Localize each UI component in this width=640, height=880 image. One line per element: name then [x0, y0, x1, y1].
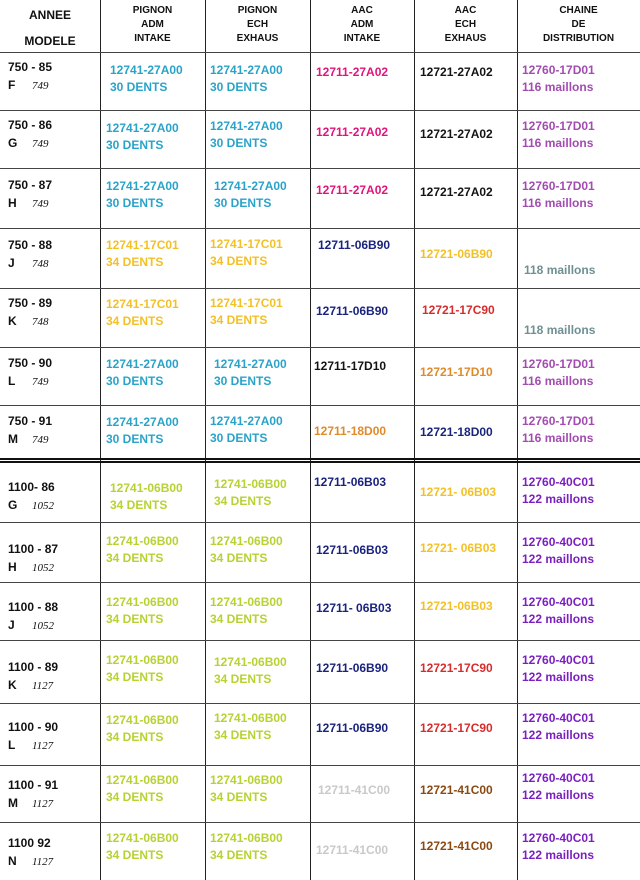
- link-count: 122 maillons: [522, 728, 595, 742]
- header-text: DE: [571, 19, 586, 30]
- part-number: 12741-06B00: [210, 534, 283, 548]
- chain-cell: [522, 178, 595, 212]
- model-year: 750 - 86: [8, 118, 53, 132]
- aac-adm-cell: [318, 782, 390, 799]
- part-number: 12741-27A00: [210, 414, 283, 428]
- part-number: 12721-18D00: [420, 425, 493, 439]
- pignon-ech-cell: [214, 654, 287, 688]
- teeth-count: 30 DENTS: [210, 431, 268, 445]
- part-number: 12741-06B00: [106, 595, 179, 609]
- part-number: 12741-06B00: [106, 534, 179, 548]
- chain-cell: [522, 474, 595, 508]
- pignon-ech-cell: [210, 413, 283, 447]
- link-count: 122 maillons: [522, 848, 595, 862]
- teeth-count: 34 DENTS: [210, 790, 268, 804]
- link-count: 116 maillons: [522, 374, 594, 388]
- aac-adm-cell: [316, 720, 388, 737]
- teeth-count: 30 DENTS: [106, 196, 164, 210]
- teeth-count: 30 DENTS: [214, 196, 272, 210]
- teeth-count: 34 DENTS: [106, 255, 164, 269]
- model-year: 1100 - 91: [8, 778, 59, 792]
- part-number: 12741-06B00: [210, 831, 283, 845]
- part-number: 12741-06B00: [106, 831, 179, 845]
- aac-ech-cell: [420, 64, 493, 81]
- header-aac-ech: [414, 4, 517, 46]
- chain-cell: [522, 594, 595, 628]
- chain-cell: [522, 710, 595, 744]
- header-aac-adm: [310, 4, 414, 46]
- row-divider: [0, 228, 640, 229]
- aac-adm-cell: [316, 64, 388, 81]
- link-count: 116 maillons: [522, 80, 594, 94]
- part-number: 12760-40C01: [522, 653, 595, 667]
- row-divider: [0, 765, 640, 766]
- pignon-ech-cell: [210, 772, 283, 806]
- column-divider: [100, 0, 101, 880]
- part-number: 12760-17D01: [522, 119, 595, 133]
- chain-cell: [524, 322, 595, 339]
- engine-code: 1127: [32, 680, 54, 692]
- row-divider: [0, 703, 640, 704]
- model-cell: [8, 236, 52, 273]
- part-number: 12741-06B00: [106, 773, 179, 787]
- aac-ech-cell: [420, 660, 493, 677]
- part-number: 12741-27A00: [214, 179, 287, 193]
- header-text: ECH: [246, 19, 269, 30]
- part-number: 12711-06B90: [316, 304, 389, 318]
- part-number: 12711-41C00: [316, 843, 389, 857]
- teeth-count: 34 DENTS: [106, 790, 164, 804]
- model-year: 1100 - 89: [8, 660, 59, 674]
- part-number: 12760-40C01: [522, 771, 595, 785]
- pignon-ech-cell: [210, 830, 283, 864]
- part-number: 12741-17C01: [210, 237, 283, 251]
- section-divider: [0, 458, 640, 463]
- pignon-adm-cell: [106, 830, 179, 864]
- header-chaine: [517, 4, 640, 46]
- teeth-count: 34 DENTS: [214, 672, 272, 686]
- model-letter: L: [8, 738, 16, 752]
- part-number: 12721-41C00: [420, 783, 493, 797]
- chain-cell: [522, 534, 595, 568]
- engine-code: 749: [32, 376, 49, 388]
- header-text: INTAKE: [134, 33, 171, 44]
- model-year: 750 - 87: [8, 178, 53, 192]
- aac-adm-cell: [316, 124, 388, 141]
- part-number: 12711-06B90: [316, 661, 389, 675]
- pignon-adm-cell: [106, 533, 179, 567]
- teeth-count: 34 DENTS: [106, 612, 164, 626]
- link-count: 122 maillons: [522, 788, 595, 802]
- header-annee-modele: [0, 6, 100, 50]
- engine-code: 749: [32, 434, 49, 446]
- row-divider: [0, 640, 640, 641]
- header-text: INTAKE: [343, 33, 381, 44]
- pignon-ech-cell: [214, 356, 287, 390]
- part-number: 12760-17D01: [522, 414, 595, 428]
- aac-adm-cell: [314, 474, 386, 491]
- chain-cell: [522, 356, 595, 390]
- part-number: 12711-06B90: [316, 721, 389, 735]
- engine-code: 748: [32, 316, 49, 328]
- part-number: 12741-06B00: [214, 711, 287, 725]
- aac-ech-cell: [420, 424, 493, 441]
- part-number: 12741-27A00: [210, 63, 283, 77]
- part-number: 12711- 06B03: [316, 601, 392, 615]
- pignon-ech-cell: [210, 62, 283, 96]
- header-text: PIGNON: [237, 5, 278, 16]
- part-number: 12741-06B00: [214, 655, 287, 669]
- engine-code: 1127: [32, 740, 54, 752]
- model-cell: [8, 718, 58, 755]
- model-year: 1100 - 87: [8, 542, 59, 556]
- part-number: 12741-27A00: [106, 121, 179, 135]
- row-divider: [0, 405, 640, 406]
- model-cell: [8, 58, 52, 95]
- pignon-adm-cell: [110, 62, 183, 96]
- pignon-adm-cell: [106, 652, 179, 686]
- engine-code: 749: [32, 80, 49, 92]
- column-divider: [310, 0, 311, 880]
- engine-code: 749: [32, 138, 49, 150]
- model-letter: H: [8, 560, 17, 574]
- part-number: 12741-06B00: [210, 773, 283, 787]
- header-text: CHAINE: [559, 5, 598, 16]
- model-cell: [8, 540, 58, 577]
- link-count: 116 maillons: [522, 196, 594, 210]
- chain-cell: [522, 830, 595, 864]
- model-cell: [8, 658, 58, 695]
- engine-code: 749: [32, 198, 49, 210]
- part-number: 12721-17C90: [422, 303, 495, 317]
- engine-code: 1052: [32, 562, 54, 574]
- model-letter: J: [8, 618, 15, 632]
- aac-ech-cell: [420, 540, 496, 557]
- header-text: AAC: [454, 5, 477, 16]
- pignon-adm-cell: [106, 120, 179, 154]
- pignon-adm-cell: [110, 480, 183, 514]
- engine-code: 1127: [32, 798, 54, 810]
- pignon-adm-cell: [106, 414, 179, 448]
- engine-code: 1127: [32, 856, 54, 868]
- row-divider: [0, 522, 640, 523]
- teeth-count: 34 DENTS: [210, 551, 268, 565]
- part-number: 12741-06B00: [106, 713, 179, 727]
- pignon-ech-cell: [210, 118, 283, 152]
- teeth-count: 30 DENTS: [110, 80, 168, 94]
- aac-adm-cell: [316, 542, 388, 559]
- row-divider: [0, 110, 640, 111]
- model-letter: K: [8, 678, 17, 692]
- part-number: 12721- 06B03: [420, 541, 497, 555]
- model-cell: [8, 354, 52, 391]
- chain-cell: [522, 413, 595, 447]
- teeth-count: 34 DENTS: [210, 848, 268, 862]
- aac-ech-cell: [420, 364, 493, 381]
- teeth-count: 30 DENTS: [106, 432, 164, 446]
- aac-ech-cell: [420, 720, 493, 737]
- chain-cell: [522, 770, 595, 804]
- aac-adm-cell: [316, 303, 388, 320]
- link-count: 118 maillons: [524, 263, 596, 277]
- aac-adm-cell: [314, 358, 386, 375]
- part-number: 12741-27A00: [210, 119, 283, 133]
- aac-adm-cell: [316, 182, 388, 199]
- aac-adm-cell: [314, 423, 386, 440]
- teeth-count: 34 DENTS: [214, 728, 272, 742]
- part-number: 12760-40C01: [522, 595, 595, 609]
- part-number: 12711-27A02: [316, 183, 389, 197]
- aac-adm-cell: [316, 842, 388, 859]
- part-number: 12721- 06B03: [420, 485, 497, 499]
- header-annee: ANNEE: [28, 8, 71, 22]
- column-divider: [205, 0, 206, 880]
- row-divider: [0, 288, 640, 289]
- model-cell: [8, 598, 58, 635]
- pignon-ech-cell: [210, 295, 283, 329]
- aac-ech-cell: [420, 838, 493, 855]
- aac-adm-cell: [316, 660, 388, 677]
- aac-adm-cell: [318, 237, 390, 254]
- part-number: 12760-17D01: [522, 357, 595, 371]
- aac-ech-cell: [420, 246, 493, 263]
- part-number: 12721-41C00: [420, 839, 493, 853]
- row-divider: [0, 822, 640, 823]
- part-number: 12760-17D01: [522, 179, 595, 193]
- header-modele: MODELE: [24, 34, 76, 48]
- pignon-ech-cell: [214, 476, 287, 510]
- part-number: 12711-06B90: [318, 238, 391, 252]
- teeth-count: 34 DENTS: [106, 670, 164, 684]
- row-divider: [0, 52, 640, 53]
- link-count: 116 maillons: [522, 136, 594, 150]
- model-letter: G: [8, 498, 18, 512]
- aac-ech-cell: [420, 598, 493, 615]
- model-year: 750 - 88: [8, 238, 53, 252]
- pignon-adm-cell: [106, 296, 179, 330]
- model-letter: K: [8, 314, 17, 328]
- model-year: 750 - 90: [8, 356, 53, 370]
- part-number: 12741-06B00: [214, 477, 287, 491]
- part-number: 12760-40C01: [522, 711, 595, 725]
- pignon-ech-cell: [214, 178, 287, 212]
- engine-code: 748: [32, 258, 49, 270]
- part-number: 12741-17C01: [210, 296, 283, 310]
- chain-cell: [522, 652, 595, 686]
- aac-ech-cell: [420, 484, 496, 501]
- part-number: 12711-18D00: [314, 424, 387, 438]
- model-letter: M: [8, 796, 18, 810]
- pignon-adm-cell: [106, 356, 179, 390]
- header-text: ADM: [350, 19, 374, 30]
- part-number: 12760-17D01: [522, 63, 595, 77]
- pignon-ech-cell: [210, 236, 283, 270]
- model-year: 1100- 86: [8, 480, 55, 494]
- model-cell: [8, 116, 52, 153]
- teeth-count: 30 DENTS: [106, 138, 164, 152]
- model-cell: [8, 834, 53, 871]
- header-text: ADM: [141, 19, 164, 30]
- aac-ech-cell: [422, 302, 495, 319]
- pignon-ech-cell: [210, 594, 283, 628]
- part-number: 12721-17C90: [420, 661, 493, 675]
- part-number: 12741-27A00: [106, 415, 179, 429]
- model-cell: [8, 478, 55, 515]
- part-number: 12760-40C01: [522, 475, 595, 489]
- part-number: 12711-06B03: [316, 543, 389, 557]
- part-number: 12711-27A02: [316, 125, 389, 139]
- header-text: EXHAUS: [236, 33, 279, 44]
- aac-ech-cell: [420, 184, 493, 201]
- part-number: 12721-06B03: [420, 599, 493, 613]
- model-letter: J: [8, 256, 15, 270]
- pignon-ech-cell: [214, 710, 287, 744]
- teeth-count: 34 DENTS: [210, 612, 268, 626]
- pignon-ech-cell: [210, 533, 283, 567]
- model-letter: G: [8, 136, 18, 150]
- teeth-count: 30 DENTS: [210, 80, 268, 94]
- header-pignon-ech: [205, 4, 310, 46]
- row-divider: [0, 347, 640, 348]
- pignon-adm-cell: [106, 237, 179, 271]
- aac-ech-cell: [420, 782, 493, 799]
- model-letter: H: [8, 196, 17, 210]
- model-year: 750 - 89: [8, 296, 53, 310]
- part-number: 12760-40C01: [522, 831, 595, 845]
- engine-code: 1052: [32, 500, 54, 512]
- pignon-adm-cell: [106, 772, 179, 806]
- teeth-count: 34 DENTS: [106, 848, 164, 862]
- row-divider: [0, 168, 640, 169]
- teeth-count: 34 DENTS: [106, 730, 164, 744]
- pignon-adm-cell: [106, 712, 179, 746]
- model-year: 1100 - 88: [8, 600, 59, 614]
- teeth-count: 34 DENTS: [210, 313, 268, 327]
- header-text: DISTRIBUTION: [542, 33, 615, 44]
- part-number: 12721-27A02: [420, 127, 493, 141]
- row-divider: [0, 582, 640, 583]
- teeth-count: 30 DENTS: [210, 136, 268, 150]
- part-number: 12741-06B00: [106, 653, 179, 667]
- model-letter: F: [8, 78, 16, 92]
- link-count: 122 maillons: [522, 670, 595, 684]
- part-number: 12711-41C00: [318, 783, 391, 797]
- model-letter: M: [8, 432, 18, 446]
- aac-ech-cell: [420, 126, 493, 143]
- header-pignon-adm: [100, 4, 205, 46]
- part-number: 12721-17D10: [420, 365, 493, 379]
- model-cell: [8, 412, 52, 449]
- part-number: 12741-17C01: [106, 297, 179, 311]
- model-cell: [8, 294, 52, 331]
- link-count: 122 maillons: [522, 612, 595, 626]
- teeth-count: 34 DENTS: [110, 498, 168, 512]
- model-year: 750 - 91: [8, 414, 53, 428]
- part-number: 12741-27A00: [214, 357, 287, 371]
- model-year: 750 - 85: [8, 60, 53, 74]
- teeth-count: 30 DENTS: [106, 374, 164, 388]
- link-count: 118 maillons: [524, 323, 596, 337]
- header-text: ECH: [454, 19, 477, 30]
- pignon-adm-cell: [106, 178, 179, 212]
- part-number: 12741-27A00: [106, 357, 179, 371]
- part-number: 12741-06B00: [210, 595, 283, 609]
- part-number: 12721-27A02: [420, 65, 493, 79]
- chain-cell: [522, 62, 595, 96]
- link-count: 122 maillons: [522, 552, 595, 566]
- part-number: 12711-17D10: [314, 359, 387, 373]
- aac-adm-cell: [316, 600, 391, 617]
- teeth-count: 34 DENTS: [106, 551, 164, 565]
- link-count: 122 maillons: [522, 492, 595, 506]
- pignon-adm-cell: [106, 594, 179, 628]
- teeth-count: 34 DENTS: [214, 494, 272, 508]
- model-letter: L: [8, 374, 16, 388]
- teeth-count: 30 DENTS: [214, 374, 272, 388]
- link-count: 116 maillons: [522, 431, 594, 445]
- part-number: 12721-27A02: [420, 185, 493, 199]
- teeth-count: 34 DENTS: [106, 314, 164, 328]
- model-cell: [8, 776, 58, 813]
- part-number: 12760-40C01: [522, 535, 595, 549]
- model-cell: [8, 176, 52, 213]
- model-year: 1100 92: [8, 836, 51, 850]
- teeth-count: 34 DENTS: [210, 254, 268, 268]
- column-divider: [414, 0, 415, 880]
- part-number: 12711-27A02: [316, 65, 389, 79]
- part-number: 12711-06B03: [314, 475, 387, 489]
- header-text: PIGNON: [132, 5, 173, 16]
- model-year: 1100 - 90: [8, 720, 59, 734]
- model-letter: N: [8, 854, 17, 868]
- header-text: EXHAUS: [444, 33, 487, 44]
- part-number: 12721-17C90: [420, 721, 493, 735]
- chain-cell: [524, 262, 595, 279]
- header-text: AAC: [351, 5, 373, 16]
- part-number: 12741-27A00: [106, 179, 179, 193]
- part-number: 12741-27A00: [110, 63, 183, 77]
- chain-cell: [522, 118, 595, 152]
- part-number: 12721-06B90: [420, 247, 493, 261]
- part-number: 12741-06B00: [110, 481, 183, 495]
- part-number: 12741-17C01: [106, 238, 179, 252]
- column-divider: [517, 0, 518, 880]
- engine-code: 1052: [32, 620, 54, 632]
